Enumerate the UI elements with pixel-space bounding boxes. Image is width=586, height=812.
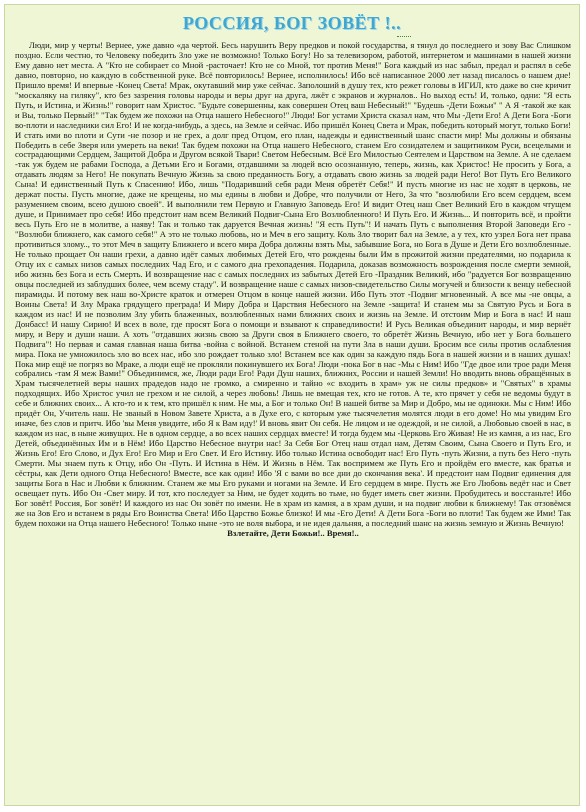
title-decoration xyxy=(397,34,411,37)
closing-line-wrap xyxy=(15,529,571,539)
document-page xyxy=(4,4,580,806)
document-body xyxy=(15,41,571,799)
body-paragraph: Люди, мир у черты! Вернее, уже давно «да чертой. Бесь нарушить Веру предков и покой государства, я тянул до последнего и зову Вас Слишком поздно. Если честно, то Человеку победить Зло уже не возможно! Только Богу! Но за телевизором, работой, интернетом и машинами в нашей жизни Ему давно нет места. А "Кто не собирает со Мной -расточает! Кто не со Мной, тот против Меня!" Бога каждый из нас забыл, предал и распял в себе давно, повторно, но каждую в собственной руке. Всё повторилось! Вернее, исполнилось! Ибо всё написанное 2000 лет назад писалось о нашем дне! Пришло время! И впервые -Конец Света! Мрак, окутавший мир уже сейчас. Заполоший в душу тех, кто режет головы в ИГИЛ, кто даже во сне кричит "москаляку на гиляку", кто без зазрения головы народы и веры друг на друга, лжёт с экранов и журналов.. Но выход есть! И, только, одни: "Я есть Путь, и Истина, и Жизнь!" говорит нам Христос. "Будьте совершенны, как совершен Отец ваш Небесный!" "Будешь -Дети Божьи" " А Я -такой же как и Вы, только Первый!" "Так будем же похожи на Отца нашего Небесного!" Люди! Бог устами Христа сказал нам, что Мы -Дети Его! А Дети Бога -Боги во-плоти и наследники сил Его! И не когда-нибудь, а здесь, на Земле и сейчас. Ибо пришёл Конец Света и Мрак, победить который могут, только Боги! И стать ими во плоти и Сути -не позор и не грех, а долг пред Отцом, его план, надежды и единственный шанс спасти мир! Мы должны и обязаны Победить в себе Зверя или умереть на веки! Так будем похожи на Отца нашего Небесного, станем Его созидателем и защитником Руси, всецелыми и сострадающими Сердцем, Защитой Добра и Другом всякой Твари! Светом Небесным. Всё Его Милостью Сеятелем и Царством на Земле. А не сделаем -так уж будем не рабами Господа, а Детьми Его и Богами, отдавшими за людей всю осознанную, теперь, жизнь, как Христос! Не просить у Бога, а отдавать людям за Него! Не покупать Вечную Жизнь за свою преданность Богу, а отдавать свою жизнь за людей ради Него! Вот Путь Его Великого Сына! И единственный Путь к Спасению! Ибо, лишь "Подаривший себя ради Меня обретёт Себя!" И пусть многие из нас не ходят в церковь, не держат посты. Пусть многие, даже не крещены, но мы едины в любви и Добре, что получили от Него, За что "возлюбили Его всем сердцем, всем разумением своим, всею душою своей". И выполнили тем Первую и Главную Заповедь Его! И видит Отец наш Свет Великий Его в каждом чтущем душе, и Принимает про себя! Ибо предстоит нам всем Великий Подвиг-Сына Его Возлюбленного! И Путь Его. И Жизнь... И повторить всё, и пройти весь Путь Его не в молитве, а наяву! Так и только так даруется Вечная жизнь! "Я есть Путь"! И начать Путь с выполнения Второй Заповеди Его -"Возлюби ближнего, как самого себя!" А это не только любовь, но и Меч в его защиту. Коль Зло творит бал на Земле, а у тех, кто узрел Бога нет права противиться злому.., то этот Меч в защиту Ближнего и всего мира Добра должны взять Мы, забывшие Бога, но Бога в Душе и Дети Его возлюбленные. Не только прощает Он наши грехи, а давно идёт самых любимых Детей Его, что рождены были Им в прожитой жизни предателями, но подарила к Отцу их с самых низов самых последних Чад Его, и с самого дна грехопадения. Подарила, доказав возможность возрождения после смерти земной, ибо жизнь без Бога и есть Смерть. И возвращение нас с самых последних из забытых Детей Его -Праздник Великий, ибо "радуется Бог возвращению овцы последней из заблудших более, чем всему стаду". И возвращение наше с самых низов-свидетельство Силы могучей и близости к венцу небесной пирамиды. И потому век наш во-Христе краток и отмерен Отцом в конце нашей жизни. Ибо Путь этот -Подвиг мгновенный. А все мы -не овцы, а Воины Света! И Злу Мрака грядущего преграда! И Миру Добра и Царствия Небесного на Земле -защита! И станем мы за Святую Русь и Бога в каждом из нас! И не позволим Злу убить блаженных, возлюбленных нами ближних своих и жизнь на Земле. И отстоим Мир и Бога в нас! И наш Донбасс! И нашу Сирию! И всех в воле, где просят Бога о помощи и взывают к справедливости! И Русь Великая объединит народы, и мир вернёт миру, и Веру и души наши. А хоть "отдавших жизнь свою за Други своя в Ближнего своего, то обретёт Жизнь Вечную, ибо нет у Бога большего Подвига"! Но первая и самая главная наша битва -война с войной. Встанем стеной на пути Зла в наши души. Бросим все силы против ослабления мира. Пока не умножилось зло во всех нас, ибо зло рождает только зло! Встанем все как один за каждую пядь Бога в нашей жизни и в наших душах! Пока мир ещё не погряз во Мраке, а люди ещё не прокляли покинувшего их Бога! Люди -пока Бог в нас -Мы с Ним! Ибо "Где двое или трое ради Меня собрались -там Я меж Вами!" Объединимся, же, Люди ради Его! Ради Душ наших, ближних, России и нашей Земли! Но вводить вновь обращённых в Храм тысячелетней веры наших прадедов надо не громко, а смиренно и тайно «с входить в храм» уж не силы предков» и "Святых" в храмы подходящих. Ибо Христос учил не грехом и не силой, а через любовь! Лишь не вмещая тех, кто не готов. А те, кто прячет у себя не ведомы будут в себе и ближних своих... А кто-то и к тем, кто пришёл к ним. Не мы, а Бог и только Он! В нашей битве за Мир и Добро, мы не одиноки. Мы с Ним! Ибо придёт Он, Учитель наш. Не званый в Новом Завете Христа, а в Духе его, с которым уже тысячелетия молятся люди в его доме! Но мы увидим Его иначе, без слов и притч. Ибо 'вы Меня увидите, ибо Я к Вам иду!' И вновь явит Он себя. Не лицом и не одеждой, и не силой, а Любовью своей в нас, в каждом из нас, в ныне живущих. Не в одном сердце, а во всех наших сердцах вместе! И тогда будем мы -Церковь Его Живая! Не из камня, а из нас, Его Детей, объединённых Им и в Нём! Ибо Царство Небесное внутри нас! За Себя Бог Отец наш отдал нам, Детям Своим, Сына Своего и Путь Его, и Жизнь Его! Его Слово, и Дух Его! Его Мир и Его Свет. И Его Истину. Ибо только Истина освободит нас! Его Путь -путь Жизни, а путь без Него -путь Смерти. Мы знаем путь к Отцу, ибо Он -Путь. И Истина в Нём. И Жизнь в Нём. Так воспримем же Путь Его и пройдём его вместе, как братья и сёстры, как Дети одного Отца Небесного! Вместе, все как один! Ибо 'Я с вами во все дни до скончания века'. И предстоит нам Подвиг единения для защиты Бога в Нас и Любви к ближним. Станем же мы Его руками и ногами на Земле. И Его сердцем в мире. Пусть же Его Любовь ведёт нас и Свет освещает путь. Ибо Он -Свет миру. И тот, кто последует за Ним, не будет ходить во тьме, но будет иметь свет жизни. Пробудитесь и восстаньте! Ибо Бог зовёт! Россия, Бог зовёт! И каждого из нас Он зовёт по имени. Не в храм из камня, а в храм души, и на подвиг любви к ближнему! Так отзовёмся же на Зов Его и встанем в ряды Его Воинства Света! Ибо Царство Божье близко! И мы -Его Дети! А Дети Бога -Боги во плоти! Так будем же Ими! Так будем похожи на Отца нашего Небесного! Только ныне -это не воля выбора, и не идея дальняя, а последний шанс на жизнь земную и Жизнь Вечную! xyxy=(15,41,571,528)
closing-line: Взлетайте, Дети Божьи!.. Время!.. xyxy=(227,527,359,538)
page-title: РОССИЯ, БОГ ЗОВЁТ !.. xyxy=(182,13,402,33)
